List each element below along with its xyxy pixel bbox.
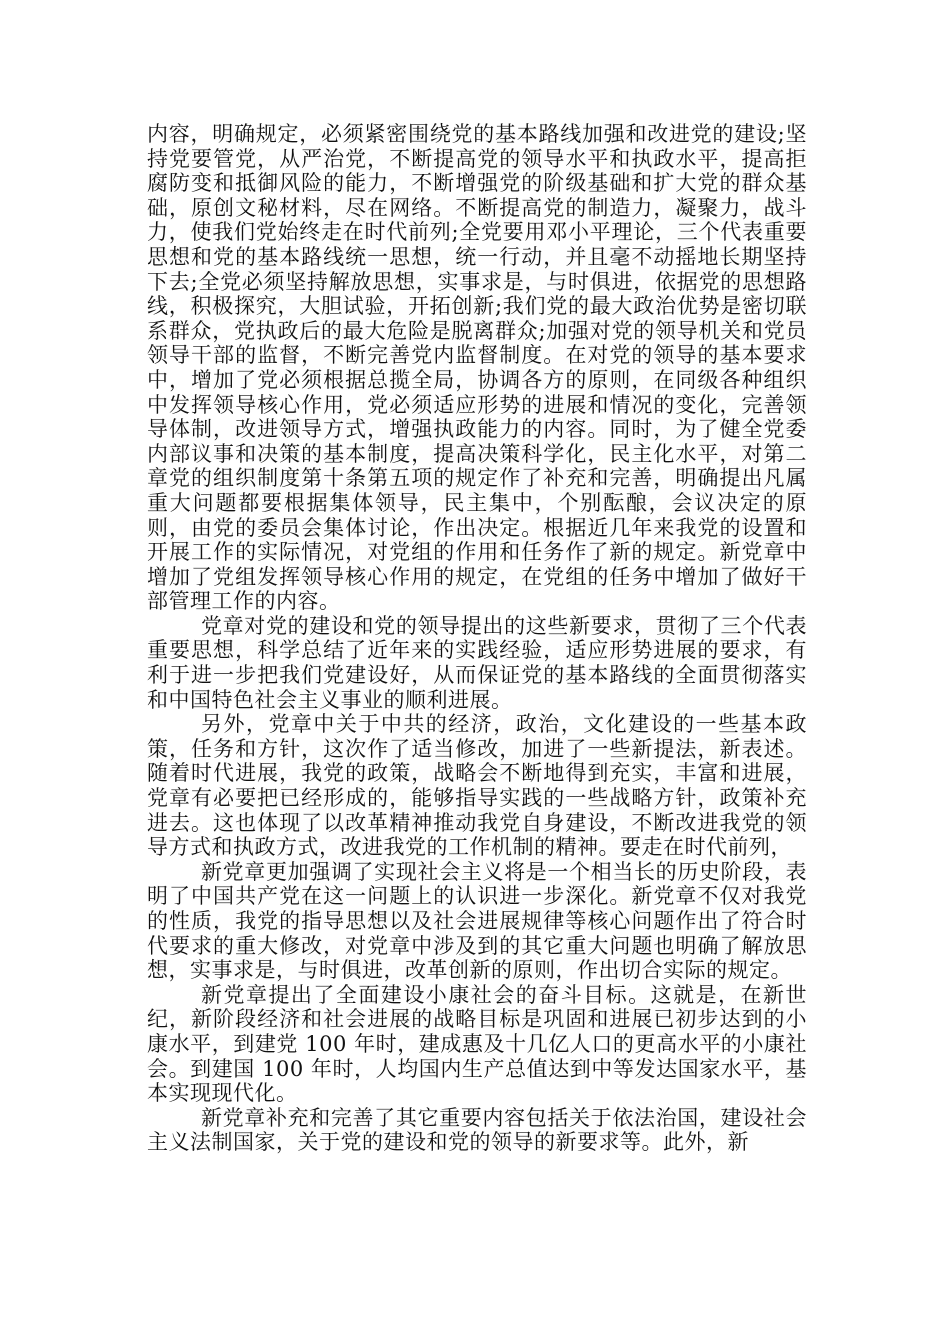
paragraph: 内容，明确规定，必须紧密围绕党的基本路线加强和改进党的建设;坚持党要管党，从严治党，不断提高党的领导水平和执政水平，提高拒腐防变和抵御风险的能力，不断增强党的阶级基础和扩大党的群众基础，原创文秘材料，尽在网络。不断提高党的制造力，凝聚力，战斗力，使我们党始终走在时代前列;全党要用邓小平理论，三个代表重要思想和党的基本路线统一思想，统一行动，并且毫不动摇地长期坚持下去;全党必须坚持解放思想，实事求是，与时俱进，依据党的思想路线，积极探究，大胆试验，开拓创新;我们党的最大政治优势是密切联系群众，党执政后的最大危险是脱离群众;加强对党的领导机关和党员领导干部的监督，不断完善党内监督制度。在对党的领导的基本要求中，增加了党必须根据总揽全局，协调各方的原则，在同级各种组织中发挥领导核心作用，党必须适应形势的进展和情况的变化，完善领导体制，改进领导方式，增强执政能力的内容。同时，为了健全党委内部议事和决策的基本制度，提高决策科学化，民主化水平，对第二章党的组织制度第十条第五项的规定作了补充和完善，明确提出凡属重大问题都要根据集体领导，民主集中，个别酝酿，会议决定的原则，由党的委员会集体讨论，作出决定。根据近几年来我党的设置和开展工作的实际情况，对党组的作用和任务作了新的规定。新党章中增加了党组发挥领导核心作用的规定，在党组的任务中增加了做好干部管理工作的内容。 <box>147 122 807 614</box>
paragraph: 新党章更加强调了实现社会主义将是一个相当长的历史阶段，表明了中国共产党在这一问题上的认识进一步深化。新党章不仅对我党的性质，我党的指导思想以及社会进展规律等核心问题作出了符合时代要求的重大修改，对党章中涉及到的其它重大问题也明确了解放思想，实事求是，与时俱进，改革创新的原则，作出切合实际的规定。 <box>147 859 807 983</box>
document-body <box>147 122 807 1155</box>
paragraph: 新党章提出了全面建设小康社会的奋斗目标。这就是，在新世纪，新阶段经济和社会进展的战略目标是巩固和进展已初步达到的小康水平，到建党 100 年时，建成惠及十几亿人口的更高水平的小康社会。到建国 100 年时，人均国内生产总值达到中等发达国家水平，基本实现现代化。 <box>147 982 807 1106</box>
paragraph: 党章对党的建设和党的领导提出的这些新要求，贯彻了三个代表重要思想，科学总结了近年来的实践经验，适应形势进展的要求，有利于进一步把我们党建设好，从而保证党的基本路线的全面贯彻落实和中国特色社会主义事业的顺利进展。 <box>147 613 807 712</box>
paragraph: 另外，党章中关于中共的经济，政治，文化建设的一些基本政策，任务和方针，这次作了适当修改，加进了一些新提法，新表述。随着时代进展，我党的政策，战略会不断地得到充实，丰富和进展，党章有必要把已经形成的，能够指导实践的一些战略方针，政策补充进去。这也体现了以改革精神推动我党自身建设，不断改进我党的领导方式和执政方式，改进我党的工作机制的精神。要走在时代前列， <box>147 712 807 860</box>
paragraph: 新党章补充和完善了其它重要内容包括关于依法治国，建设社会主义法制国家，关于党的建设和党的领导的新要求等。此外，新 <box>147 1105 807 1155</box>
